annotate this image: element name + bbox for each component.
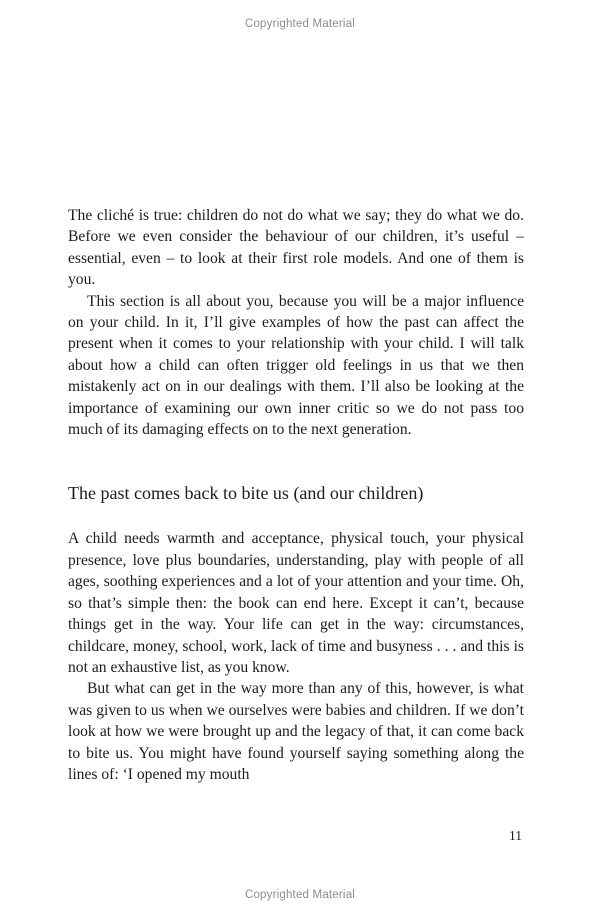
body-paragraph-1: The cliché is true: children do not do what we say; they do what we do. Before we even consider the behaviour of our children, it’s useful – essential, even – to look at their first role models. And one of them is you. — [68, 207, 524, 289]
copyright-notice-top: Copyrighted Material — [244, 18, 356, 30]
section-heading: The past comes back to bite us (and our children) — [68, 483, 424, 504]
copyright-notice-bottom: Copyrighted Material — [244, 889, 356, 901]
body-paragraph-4: But what can get in the way more than any of this, however, is what was given to us when we ourselves were babies and children. If we don’t look at how we were brought up and the legacy of that, it can come back to bite us. You might have found yourself saying something along the lines of: ‘I opened my mouth — [68, 680, 524, 783]
body-paragraph-2: This section is all about you, because you will be a major influence on your child. In it, I’ll give examples of how the past can affect the present when it comes to your relationship with your child. I will talk about how a child can often trigger old feelings in us that we then mistakenly act on in our dealings with them. I’ll also be looking at the importance of examining our own inner critic so we do not pass too much of its damaging effects on to the next generation. — [68, 292, 524, 439]
page-number: 11 — [509, 828, 522, 843]
body-paragraph-3: A child needs warmth and acceptance, physical touch, your physical presence, love plus boundaries, understanding, play with people of all ages, soothing experiences and a lot of your attention and your time. Oh, so that’s simple then: the book can end here. Except it can’t, because things get in the way. Your life can get in the way: circumstances, childcare, money, school, work, lack of time and busyness . . . and this is not an exhaustive list, as you know. — [68, 530, 524, 676]
page-body — [68, 205, 524, 785]
